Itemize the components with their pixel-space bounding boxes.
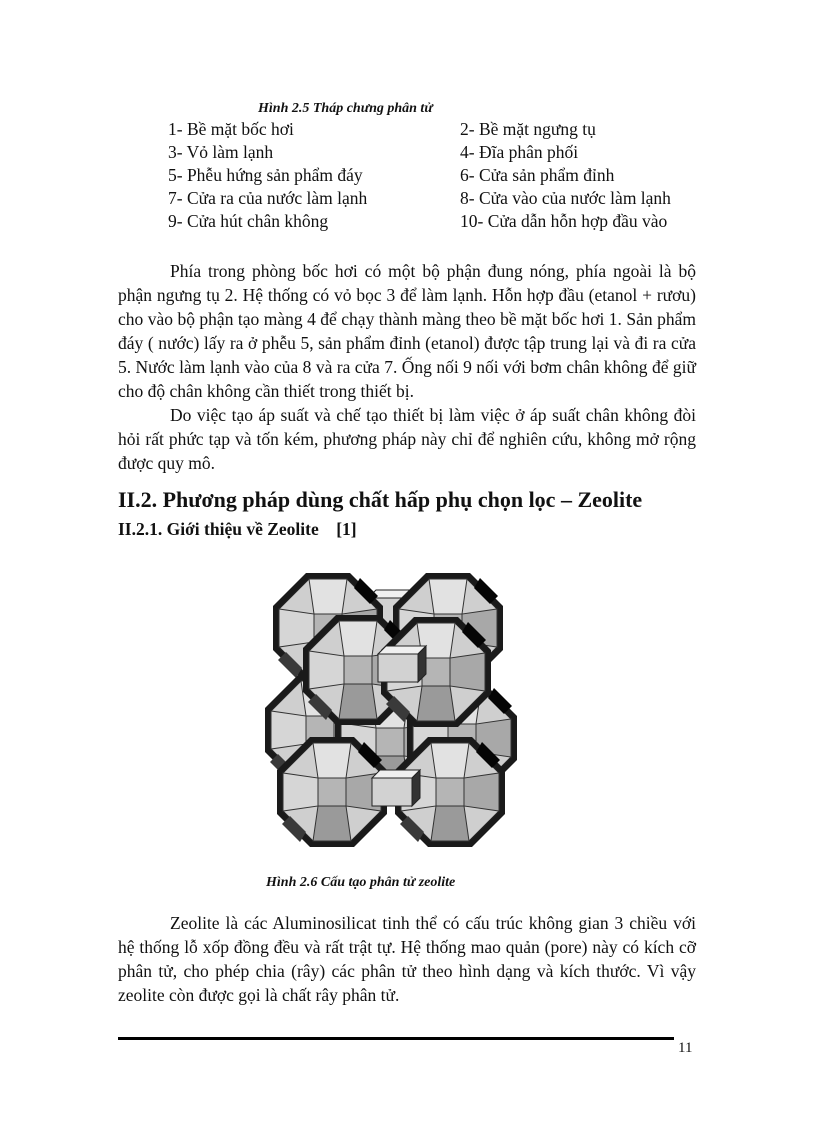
legend-row — [168, 210, 708, 233]
legend-item: 2- Bề mặt ngưng tụ — [460, 119, 596, 139]
legend-row — [168, 164, 708, 187]
legend-item: 4- Đĩa phân phối — [460, 142, 579, 162]
legend-row — [168, 187, 708, 210]
legend-item: 3- Vỏ làm lạnh — [168, 142, 274, 162]
legend-item: 5- Phễu hứng sản phẩm đáy — [168, 165, 363, 185]
section-heading: II.2. Phương pháp dùng chất hấp phụ chọn lọc – Zeolite — [118, 487, 643, 512]
paragraph-zeolite-definition: Zeolite là các Aluminosilicat tinh thể có cấu trúc không gian 3 chiều với hệ thống lỗ xốp đồng đều và rất trật tự. Hệ thống mao quản (pore) này có kích cỡ phân tử, cho phép chia (rây) các phân tử theo hình dạng và kích thước. Vì vậy zeolite còn được gọi là chất rây phân tử. — [118, 913, 696, 1005]
legend-row — [168, 141, 708, 164]
legend-item: 9- Cửa hút chân không — [168, 211, 329, 231]
footer-rule — [118, 1037, 674, 1040]
legend-item: 8- Cửa vào của nước làm lạnh — [460, 188, 671, 208]
legend-item: 7- Cửa ra của nước làm lạnh — [168, 188, 368, 208]
zeolite-structure-image — [240, 560, 538, 858]
legend-item: 10- Cửa dẫn hỗn hợp đầu vào — [460, 211, 668, 231]
page-number: 11 — [678, 1040, 693, 1056]
paragraph-cost-note: Do việc tạo áp suất và chế tạo thiết bị làm việc ở áp suất chân không đòi hỏi rất phức tạp và tốn kém, phương pháp này chỉ để nghiên cứu, không mở rộng được quy mô. — [118, 405, 696, 473]
paragraph-evaporator-description: Phía trong phòng bốc hơi có một bộ phận đung nóng, phía ngoài là bộ phận ngưng tụ 2. Hệ thống có vỏ bọc 3 để làm lạnh. Hỗn hợp đầu (etanol + rươu) cho vào bộ phận tạo màng 4 để chạy thành màng theo bề mặt bốc hơi 1. Sản phẩm đáy ( nước) lấy ra ở phễu 5, sản phẩm đỉnh (etanol) được tập trung lại và đi ra cửa 5. Nước làm lạnh vào của 8 và ra cửa 7. Ống nối 9 nối với bơm chân không để giữ cho độ chân không cần thiết trong thiết bị. — [118, 261, 696, 401]
figure-2-5-caption: Hình 2.5 Tháp chưng phân tử — [258, 101, 433, 116]
figure-2-6-caption: Hình 2.6 Cấu tạo phân tử zeolite — [266, 875, 456, 890]
legend-item: 6- Cửa sản phẩm đỉnh — [460, 165, 615, 185]
legend-row — [168, 118, 708, 141]
subsection-heading: II.2.1. Giới thiệu về Zeolite [1] — [118, 519, 357, 539]
legend-item: 1- Bề mặt bốc hơi — [168, 119, 294, 139]
figure-2-5-legend — [168, 118, 708, 233]
